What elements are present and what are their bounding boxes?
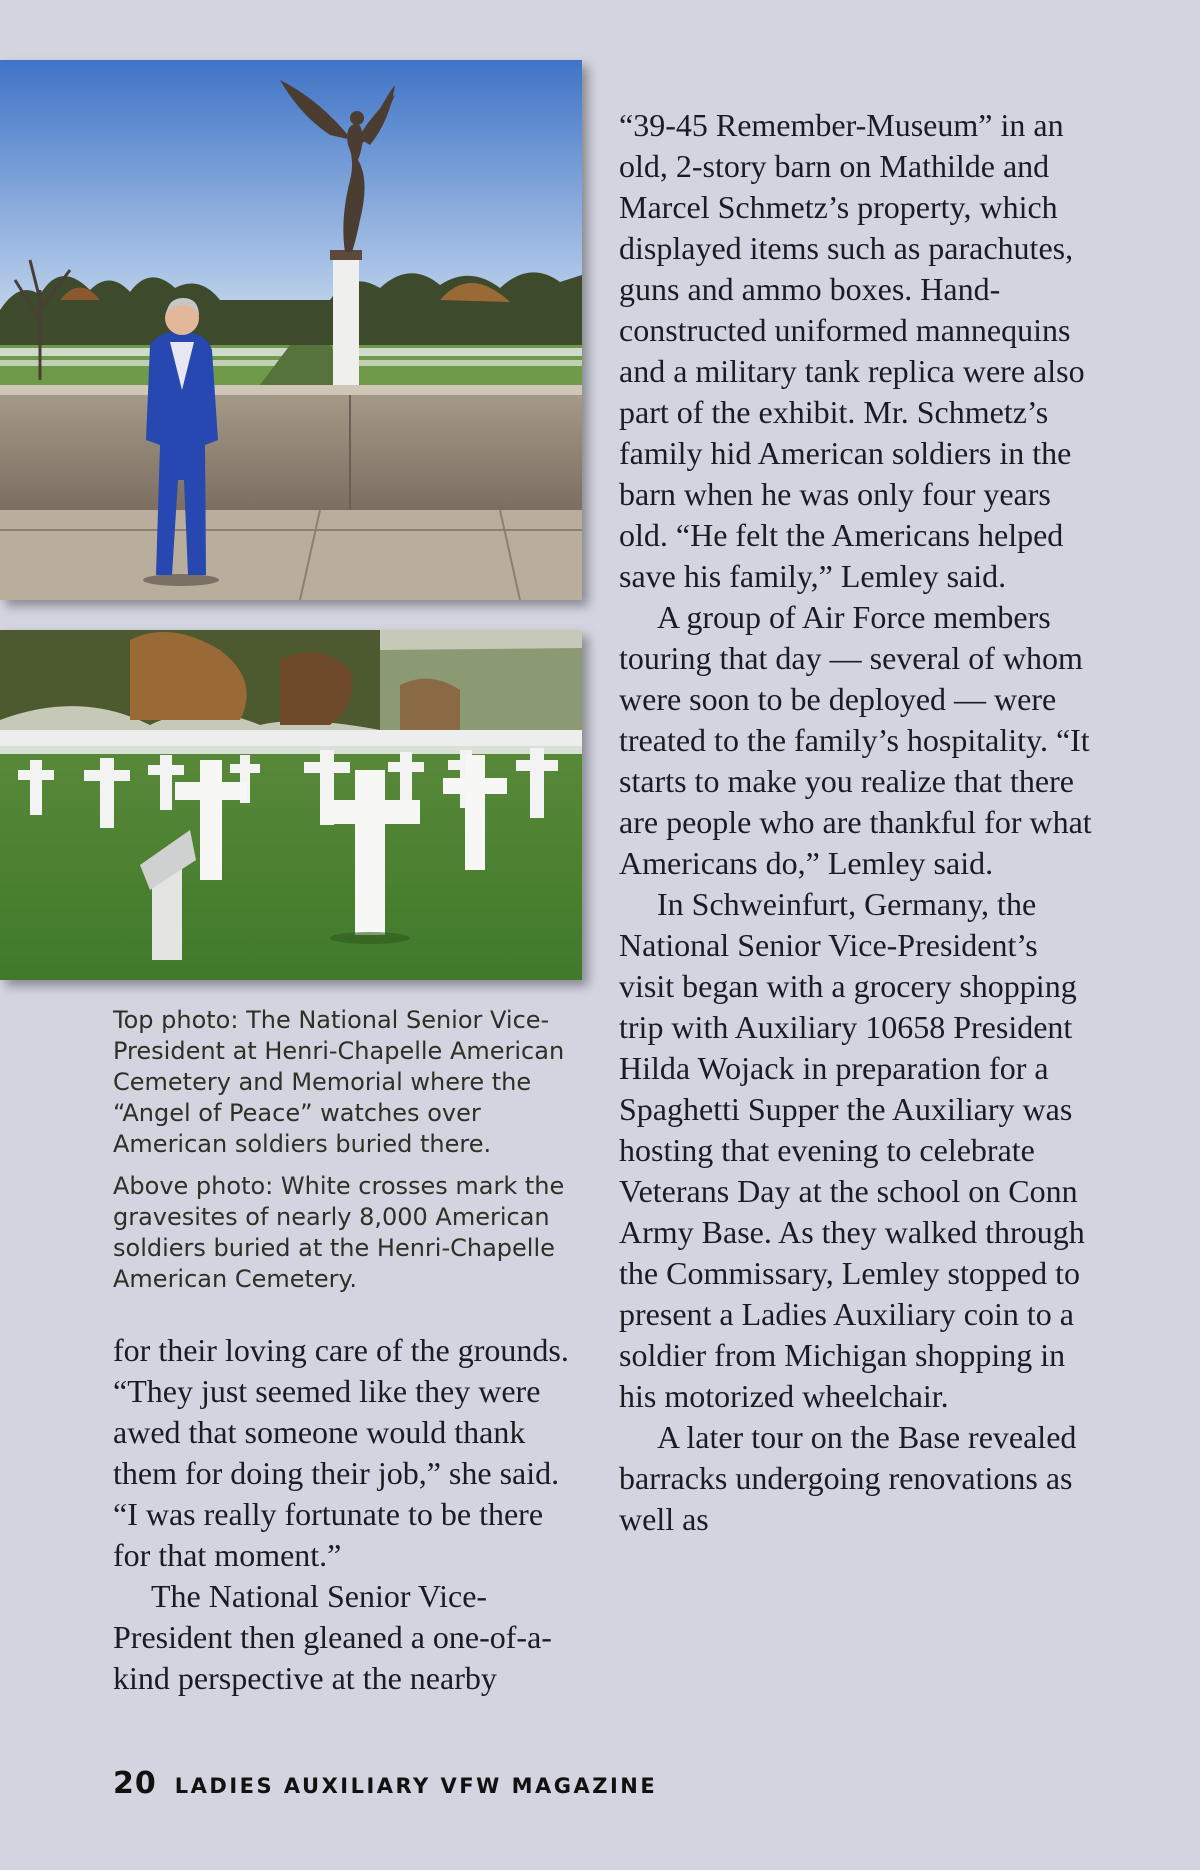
page-footer (113, 1766, 657, 1801)
paragraph: A later tour on the Base revealed barracks undergoing renovations as well as (619, 1419, 1077, 1537)
article-column-left (113, 1330, 583, 1699)
photo-cemetery-crosses (0, 630, 582, 980)
magazine-name: LADIES AUXILIARY VFW MAGAZINE (174, 1774, 658, 1798)
article-column-right (619, 105, 1099, 1540)
paragraph: A group of Air Force members touring that day — several of whom were soon to be deployed — were treated to the family’s hospitality. “It starts to make you realize that there are people who are thankful for what Americans do,” Lemley said. (619, 599, 1092, 881)
paragraph: “39-45 Remember-Museum” in an old, 2-story barn on Mathilde and Marcel Schmetz’s property, which displayed items such as parachutes, guns and ammo boxes. Hand-constructed uniformed mannequins and a military tank replica were also part of the exhibit. Mr. Schmetz’s family hid American soldiers in the barn when he was only four years old. “He felt the Americans helped save his family,” Lemley said. (619, 107, 1085, 594)
caption-above-photo: Above photo: White crosses mark the gravesites of nearly 8,000 American soldiers buried at the Henri-Chapelle American Cemetery. (113, 1172, 565, 1293)
photo-angel-of-peace (0, 60, 582, 600)
paragraph: In Schweinfurt, Germany, the National Senior Vice-President’s visit began with a grocery shopping trip with Auxiliary 10658 President Hilda Wojack in preparation for a Spaghetti Supper the Auxiliary was hosting that evening to celebrate Veterans Day at the school on Conn Army Base. As they walked through the Commissary, Lemley stopped to present a Ladies Auxiliary coin to a soldier from Michigan shopping in his motorized wheelchair. (619, 886, 1085, 1414)
cemetery-crosses-photo-image (0, 630, 582, 980)
page-number: 20 (113, 1766, 157, 1801)
paragraph: for their loving care of the grounds. “They just seemed like they were awed that someone would thank them for doing their job,” she said. “I was really fortunate to be there for that moment.” (113, 1332, 569, 1573)
caption-top-photo: Top photo: The National Senior Vice-President at Henri-Chapelle American Cemetery and Memorial where the “Angel of Peace” watches over American soldiers buried there. (113, 1006, 565, 1158)
paragraph: The National Senior Vice-President then gleaned a one-of-a-kind perspective at the nearby (113, 1578, 552, 1696)
angel-of-peace-photo-image (0, 60, 582, 600)
